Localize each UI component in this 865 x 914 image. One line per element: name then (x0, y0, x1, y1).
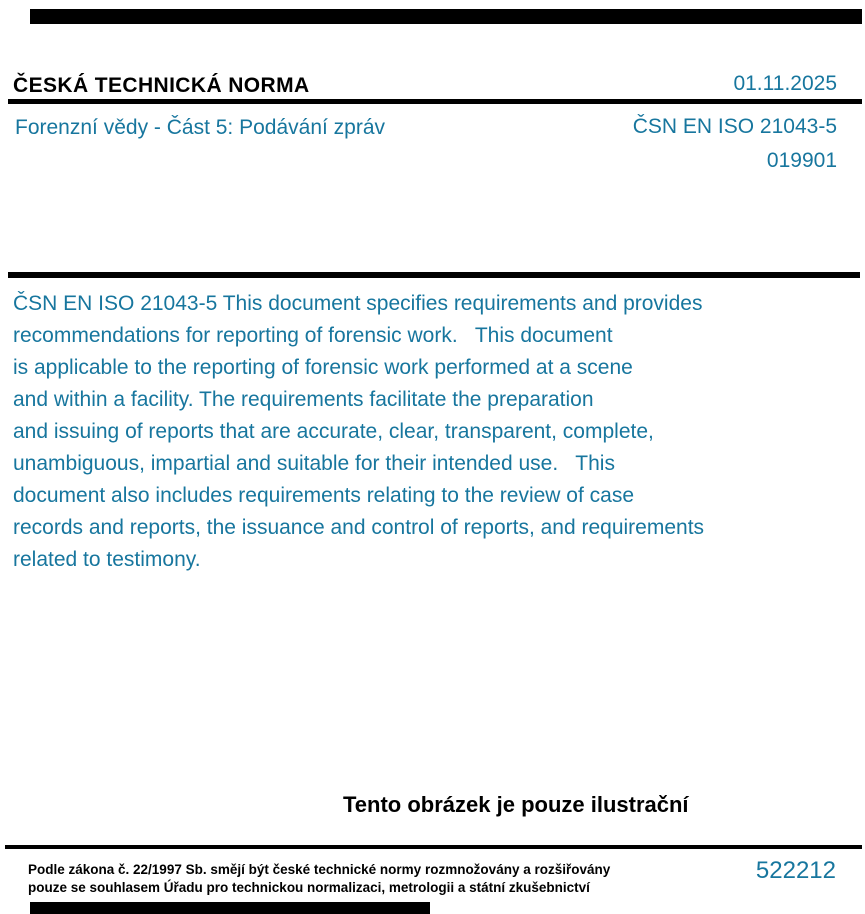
abstract-line: records and reports, the issuance and control of reports, and requirements (13, 516, 705, 539)
abstract-line: is applicable to the reporting of forensic work performed at a scene (13, 356, 633, 379)
bottom-edge-bar (30, 902, 430, 914)
abstract-line: related to testimony. (13, 548, 201, 571)
order-number: 522212 (755, 857, 836, 884)
abstract-divider-rule (8, 272, 860, 278)
header-rule (8, 99, 862, 104)
copyright-line: pouze se souhlasem Úřadu pro technickou normalizaci, metrologii a státní zkušebnictví (28, 880, 590, 895)
footer-rule (5, 845, 862, 849)
copyright-line: Podle zákona č. 22/1997 Sb. smějí být české technické normy rozmnožovány a rozšiřovány (28, 862, 611, 877)
abstract-line: recommendations for reporting of forensic work. This document (13, 324, 613, 347)
standard-title: Forenzní vědy - Část 5: Podávání zpráv (15, 116, 386, 139)
classification-code: 019901 (766, 149, 837, 172)
copyright-notice (28, 861, 648, 897)
abstract-line: document also includes requirements relating to the review of case (13, 484, 634, 507)
abstract-line: ČSN EN ISO 21043-5 This document specifies requirements and provides (13, 292, 703, 315)
page-title: ČESKÁ TECHNICKÁ NORMA (13, 74, 310, 97)
illustration-disclaimer: Tento obrázek je pouze ilustrační (343, 792, 689, 817)
issue-date: 01.11.2025 (733, 72, 837, 95)
standard-code: ČSN EN ISO 21043-5 (632, 115, 837, 138)
abstract-line: and within a facility. The requirements facilitate the preparation (13, 388, 594, 411)
abstract-text (13, 288, 833, 576)
abstract-line: unambiguous, impartial and suitable for their intended use. This (13, 452, 615, 475)
abstract-line: and issuing of reports that are accurate, clear, transparent, complete, (13, 420, 654, 443)
top-edge-bar (30, 9, 862, 24)
